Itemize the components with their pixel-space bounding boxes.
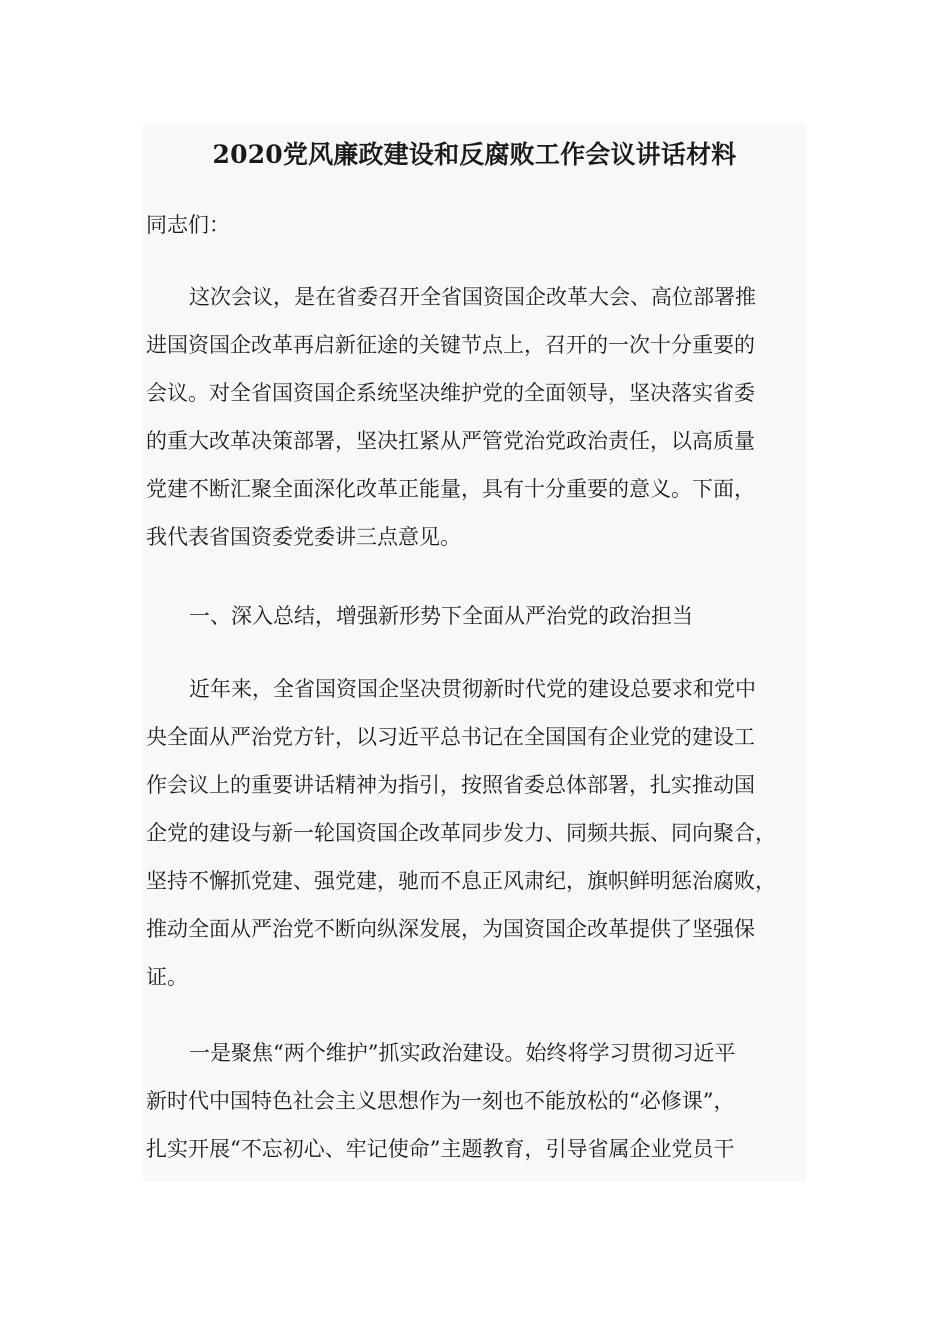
paragraph-line: 的重大改革决策部署，坚决扛紧从严管党治党政治责任，以高质量 [146, 429, 755, 453]
paragraph-line: 作会议上的重要讲话精神为指引，按照省委总体部署，扎实推动国 [146, 773, 755, 797]
document-page [143, 124, 806, 1182]
paragraph-line: 企党的建设与新一轮国资国企改革同步发力、同频共振、同向聚合， [146, 821, 776, 845]
paragraph-line: 我代表省国资委党委讲三点意见。 [146, 525, 461, 549]
paragraph-line: 新时代中国特色社会主义思想作为一刻也不能放松的“必修课”， [146, 1089, 735, 1113]
paragraph-line: 证。 [146, 965, 188, 989]
section-heading-1: 一、深入总结，增强新形势下全面从严治党的政治担当 [189, 604, 693, 628]
paragraph-line: 一是聚焦“两个维护”抓实政治建设。始终将学习贯彻习近平 [189, 1041, 736, 1065]
paragraph-line: 近年来，全省国资国企坚决贯彻新时代党的建设总要求和党中 [189, 677, 756, 701]
paragraph-line: 进国资国企改革再启新征途的关键节点上，召开的一次十分重要的 [146, 333, 755, 357]
document-title: 2020党风廉政建设和反腐败工作会议讲话材料 [212, 140, 737, 169]
paragraph-line: 党建不断汇聚全面深化改革正能量，具有十分重要的意义。下面， [146, 477, 755, 501]
paragraph-line: 推动全面从严治党不断向纵深发展，为国资国企改革提供了坚强保 [146, 917, 755, 941]
salutation: 同志们： [146, 213, 230, 237]
paragraph-line: 扎实开展“不忘初心、牢记使命”主题教育，引导省属企业党员干 [146, 1137, 735, 1161]
paragraph-line: 会议。对全省国资国企系统坚决维护党的全面领导，坚决落实省委 [146, 381, 755, 405]
paragraph-line: 央全面从严治党方针，以习近平总书记在全国国有企业党的建设工 [146, 725, 755, 749]
paragraph-line: 这次会议，是在省委召开全省国资国企改革大会、高位部署推 [189, 285, 756, 309]
paragraph-line: 坚持不懈抓党建、强党建，驰而不息正风肃纪，旗帜鲜明惩治腐败， [146, 869, 776, 893]
